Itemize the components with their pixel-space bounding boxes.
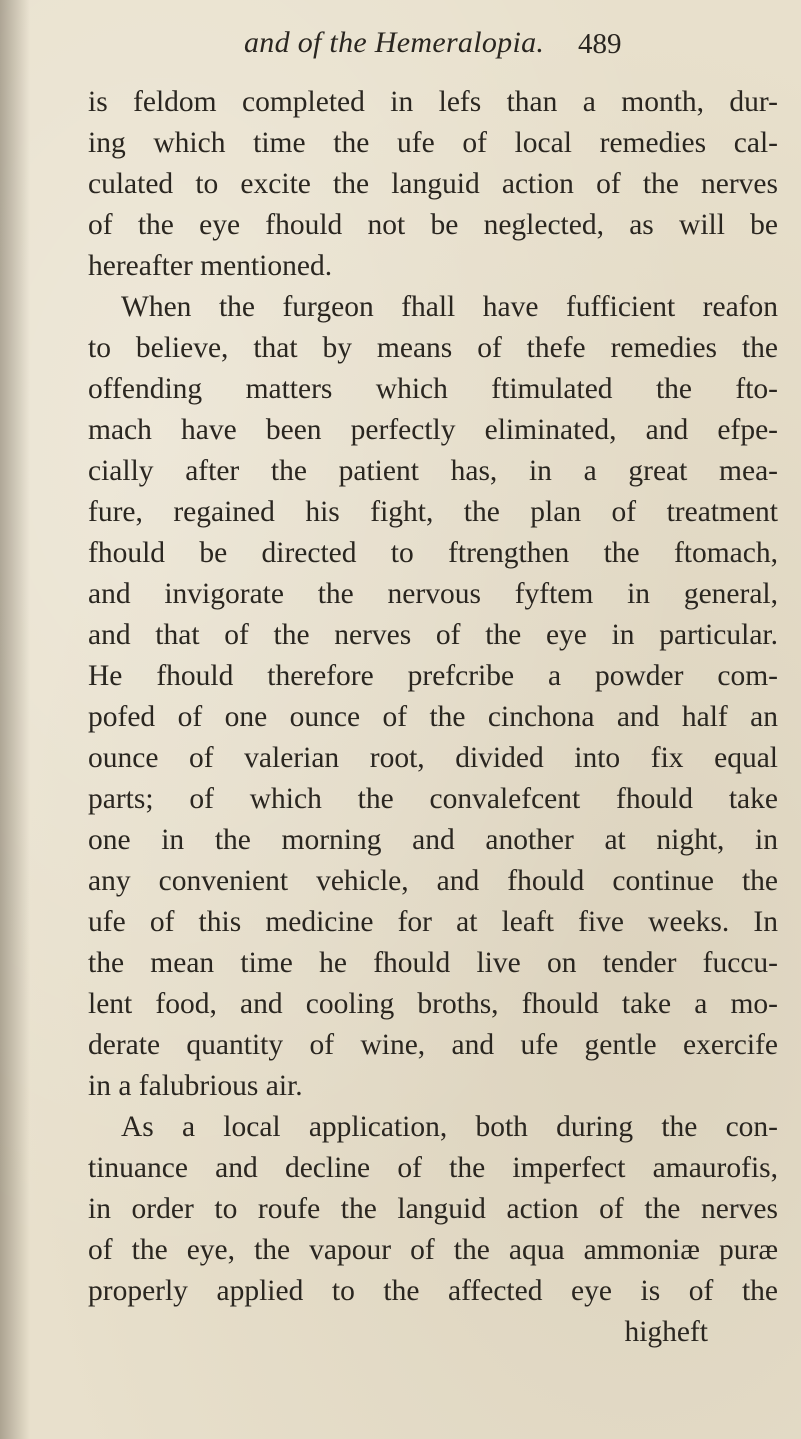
- text-line: cially after the patient has, in a great mea-: [88, 455, 778, 487]
- text-line: culated to excite the languid action of the nerves: [88, 168, 778, 200]
- text-line: He fhould therefore prefcribe a powder com-: [88, 660, 778, 692]
- text-line: mach have been perfectly eliminated, and efpe-: [88, 414, 778, 446]
- text-line: tinuance and decline of the imperfect amaurofis,: [88, 1152, 778, 1184]
- text-line: fure, regained his fight, the plan of treatment: [88, 496, 778, 528]
- text-line: pofed of one ounce of the cinchona and half an: [88, 701, 778, 733]
- paragraph-start-line: As a local application, both during the con-: [121, 1111, 778, 1143]
- running-head: [0, 22, 801, 66]
- page-gutter-shadow: [0, 0, 30, 1439]
- running-title: and of the Hemeralopia.: [244, 26, 545, 59]
- catchword: higheft: [624, 1316, 708, 1348]
- paragraph-start-line: When the furgeon fhall have fufficient reafon: [121, 291, 778, 323]
- text-line: in order to roufe the languid action of the nerves: [88, 1193, 778, 1225]
- text-line: the mean time he fhould live on tender fuccu-: [88, 947, 778, 979]
- text-line: of the eye, the vapour of the aqua ammoniæ puræ: [88, 1234, 778, 1266]
- text-line: lent food, and cooling broths, fhould take a mo-: [88, 988, 778, 1020]
- text-line: one in the morning and another at night, in: [88, 824, 778, 856]
- text-line: any convenient vehicle, and fhould continue the: [88, 865, 778, 897]
- page-number: 489: [578, 28, 622, 60]
- text-line: parts; of which the convalefcent fhould take: [88, 783, 778, 815]
- text-line: is feldom completed in lefs than a month, dur-: [88, 86, 778, 118]
- text-line: ing which time the ufe of local remedies cal-: [88, 127, 778, 159]
- text-line: properly applied to the affected eye is of the: [88, 1275, 778, 1307]
- text-line: fhould be directed to ftrengthen the ftomach,: [88, 537, 778, 569]
- text-line: hereafter mentioned.: [88, 250, 333, 282]
- body-text: [88, 82, 778, 1353]
- text-line: offending matters which ftimulated the fto-: [88, 373, 778, 405]
- text-line: ounce of valerian root, divided into fix equal: [88, 742, 778, 774]
- text-line: ufe of this medicine for at leaft five weeks. In: [88, 906, 778, 938]
- text-line: in a falubrious air.: [88, 1070, 303, 1102]
- text-line: of the eye fhould not be neglected, as will be: [88, 209, 778, 241]
- text-line: and invigorate the nervous fyftem in general,: [88, 578, 778, 610]
- text-line: and that of the nerves of the eye in particular.: [88, 619, 778, 651]
- text-line: derate quantity of wine, and ufe gentle exercife: [88, 1029, 778, 1061]
- text-line: to believe, that by means of thefe remedies the: [88, 332, 778, 364]
